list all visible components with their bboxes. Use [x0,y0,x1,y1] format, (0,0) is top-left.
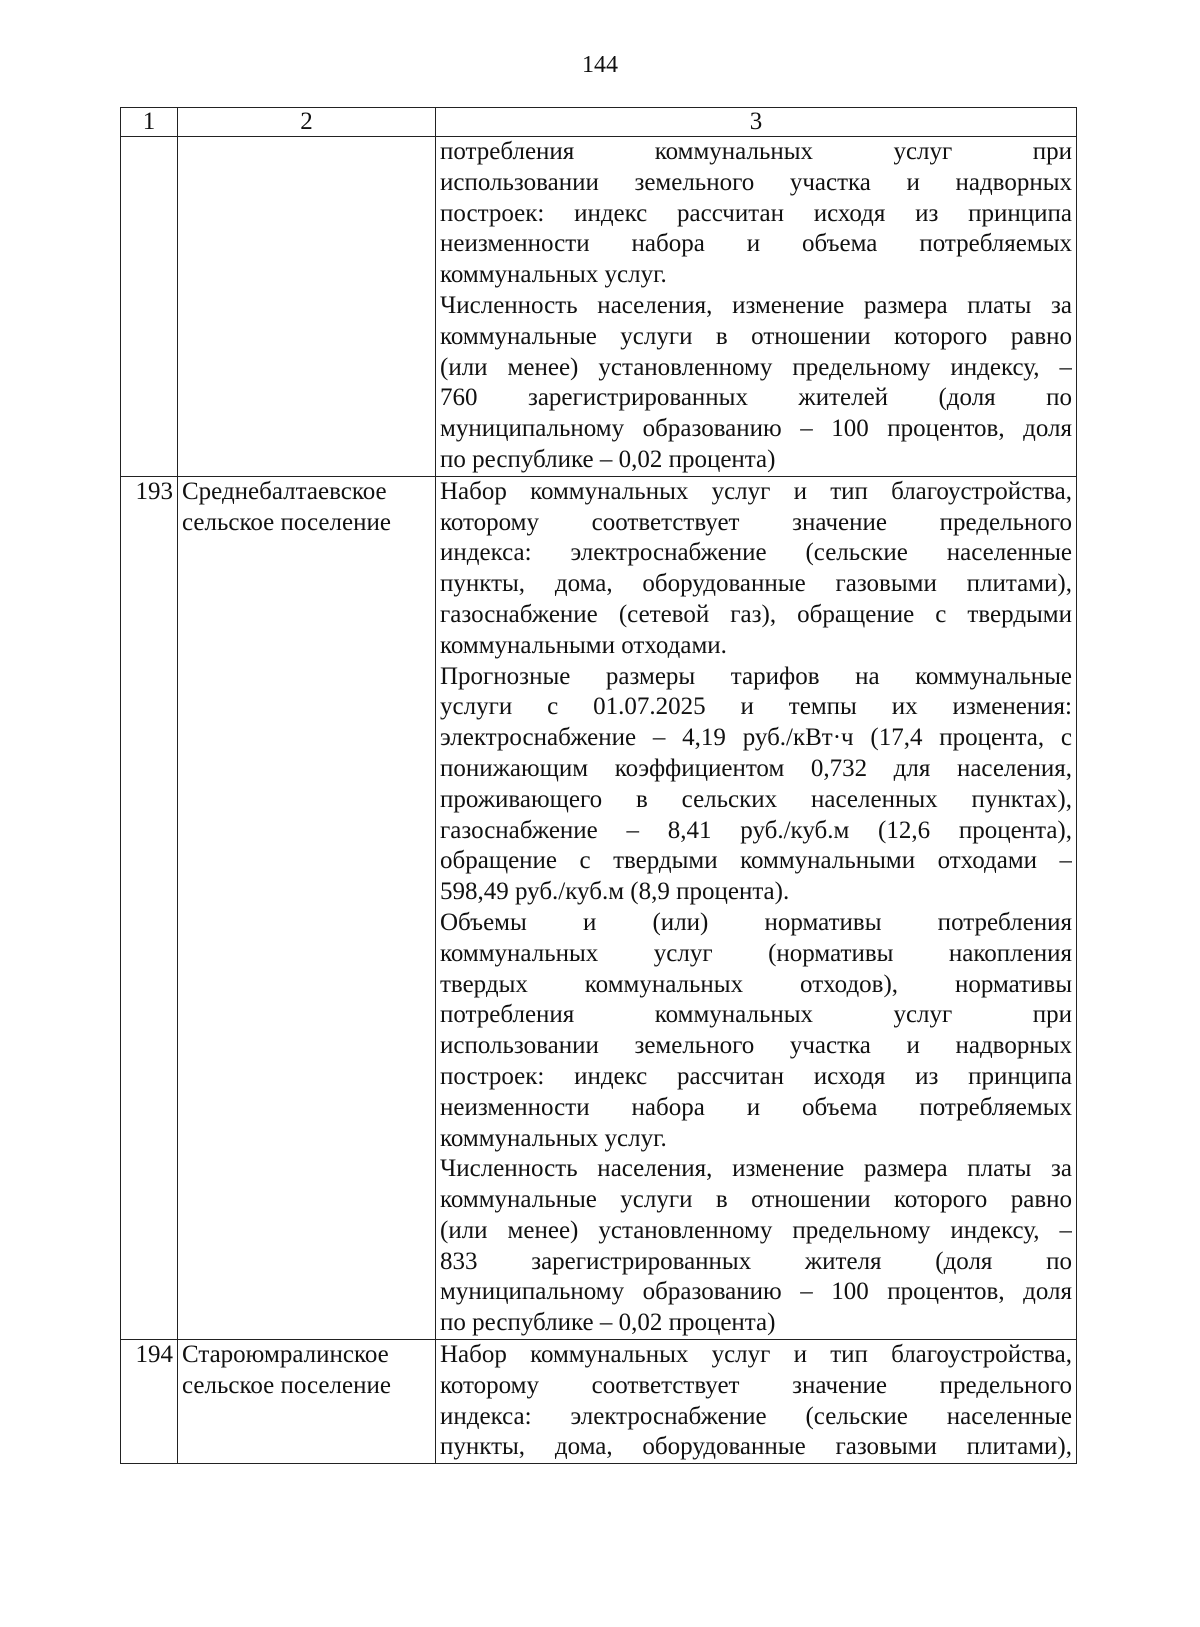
text-line: неизменности набора и объема потребляемых [440,230,1072,258]
text-line: газоснабжение (сетевой газ), обращение с твердыми [440,600,1072,628]
row-number-cell: 193 [121,476,178,1339]
row-number-cell: 194 [121,1340,178,1464]
text-line: Численность населения, изменение размера платы за [440,291,1072,319]
text-line: электроснабжение – 4,19 руб./кВт·ч (17,4 процента, с [440,724,1072,752]
description-paragraph [440,291,1072,476]
text-line: использовании земельного участка и надворных [440,1032,1072,1060]
header-cell-1: 1 [121,108,178,137]
settlement-name-cell [178,476,436,1339]
text-line: Прогнозные размеры тарифов на коммунальные [440,662,1072,690]
text-line: 598,49 руб./куб.м (8,9 процента). [440,878,790,906]
description-paragraph [440,137,1072,291]
text-line: коммунальных услуг. [440,261,667,289]
text-line: Набор коммунальных услуг и тип благоустройства, [440,477,1072,505]
text-line: Численность населения, изменение размера платы за [440,1155,1072,1183]
text-line: понижающим коэффициентом 0,732 для населения, [440,754,1072,782]
text-line: (или менее) установленному предельному индексу, – [440,1216,1072,1244]
description-paragraph [440,908,1072,1154]
text-line: услуги с 01.07.2025 и темпы их изменения: [440,693,1072,721]
description-cell [436,1340,1077,1464]
text-line: проживающего в сельских населенных пунктах), [440,785,1072,813]
description-cell [436,476,1077,1339]
text-line: использовании земельного участка и надворных [440,168,1072,196]
header-cell-3: 3 [436,108,1077,137]
table-row [121,476,1077,1339]
text-line: построек: индекс рассчитан исходя из принципа [440,199,1072,227]
description-cell [436,137,1077,477]
settlement-name-line: сельское поселение [182,1371,391,1399]
text-line: обращение с твердыми коммунальными отходами – [440,847,1072,875]
text-line: (или менее) установленному предельному индексу, – [440,353,1072,381]
description-paragraph [440,662,1072,908]
header-cell-2: 2 [178,108,436,137]
text-line: по республике – 0,02 процента) [440,445,776,473]
table-row [121,137,1077,477]
text-line: индекса: электроснабжение (сельские населенные [440,1402,1072,1430]
row-number-cell [121,137,178,477]
text-line: по республике – 0,02 процента) [440,1309,776,1337]
text-line: коммунальные услуги в отношении которого равно [440,322,1072,350]
text-line: коммунальные услуги в отношении которого равно [440,1186,1072,1214]
settlement-name-line: Староюмралинское [182,1341,389,1369]
text-line: Набор коммунальных услуг и тип благоустройства, [440,1341,1072,1369]
text-line: которому соответствует значение предельного [440,1371,1072,1399]
settlement-name-cell [178,1340,436,1464]
text-line: муниципальному образованию – 100 процентов, доля [440,1278,1072,1306]
text-line: пункты, дома, оборудованные газовыми плитами), [440,570,1072,598]
text-line: газоснабжение – 8,41 руб./куб.м (12,6 процента), [440,816,1072,844]
text-line: неизменности набора и объема потребляемых [440,1093,1072,1121]
text-line: коммунальными отходами. [440,631,727,659]
table-header-row [121,108,1077,137]
text-line: 833 зарегистрированных жителя (доля по [440,1247,1072,1275]
table-row [121,1340,1077,1464]
page-number: 144 [582,52,618,78]
text-line: индекса: электроснабжение (сельские населенные [440,539,1072,567]
text-line: Объемы и (или) нормативы потребления [440,908,1072,936]
document-table [120,107,1077,1464]
text-line: которому соответствует значение предельного [440,508,1072,536]
description-paragraph [440,1154,1072,1339]
text-line: 760 зарегистрированных жителей (доля по [440,384,1072,412]
description-paragraph [440,477,1072,662]
text-line: потребления коммунальных услуг при [440,1001,1072,1029]
settlement-name-cell [178,137,436,477]
text-line: твердых коммунальных отходов), нормативы [440,970,1072,998]
table-body [121,108,1077,1464]
text-line: построек: индекс рассчитан исходя из принципа [440,1062,1072,1090]
text-line: пункты, дома, оборудованные газовыми плитами), [440,1433,1072,1461]
settlement-name-line: Среднебалтаевское [182,477,387,505]
text-line: потребления коммунальных услуг при [440,138,1072,165]
settlement-name-line: сельское поселение [182,508,391,536]
text-line: муниципальному образованию – 100 процентов, доля [440,415,1072,443]
text-line: коммунальных услуг. [440,1124,667,1152]
text-line: коммунальных услуг (нормативы накопления [440,939,1072,967]
description-paragraph [440,1340,1072,1463]
